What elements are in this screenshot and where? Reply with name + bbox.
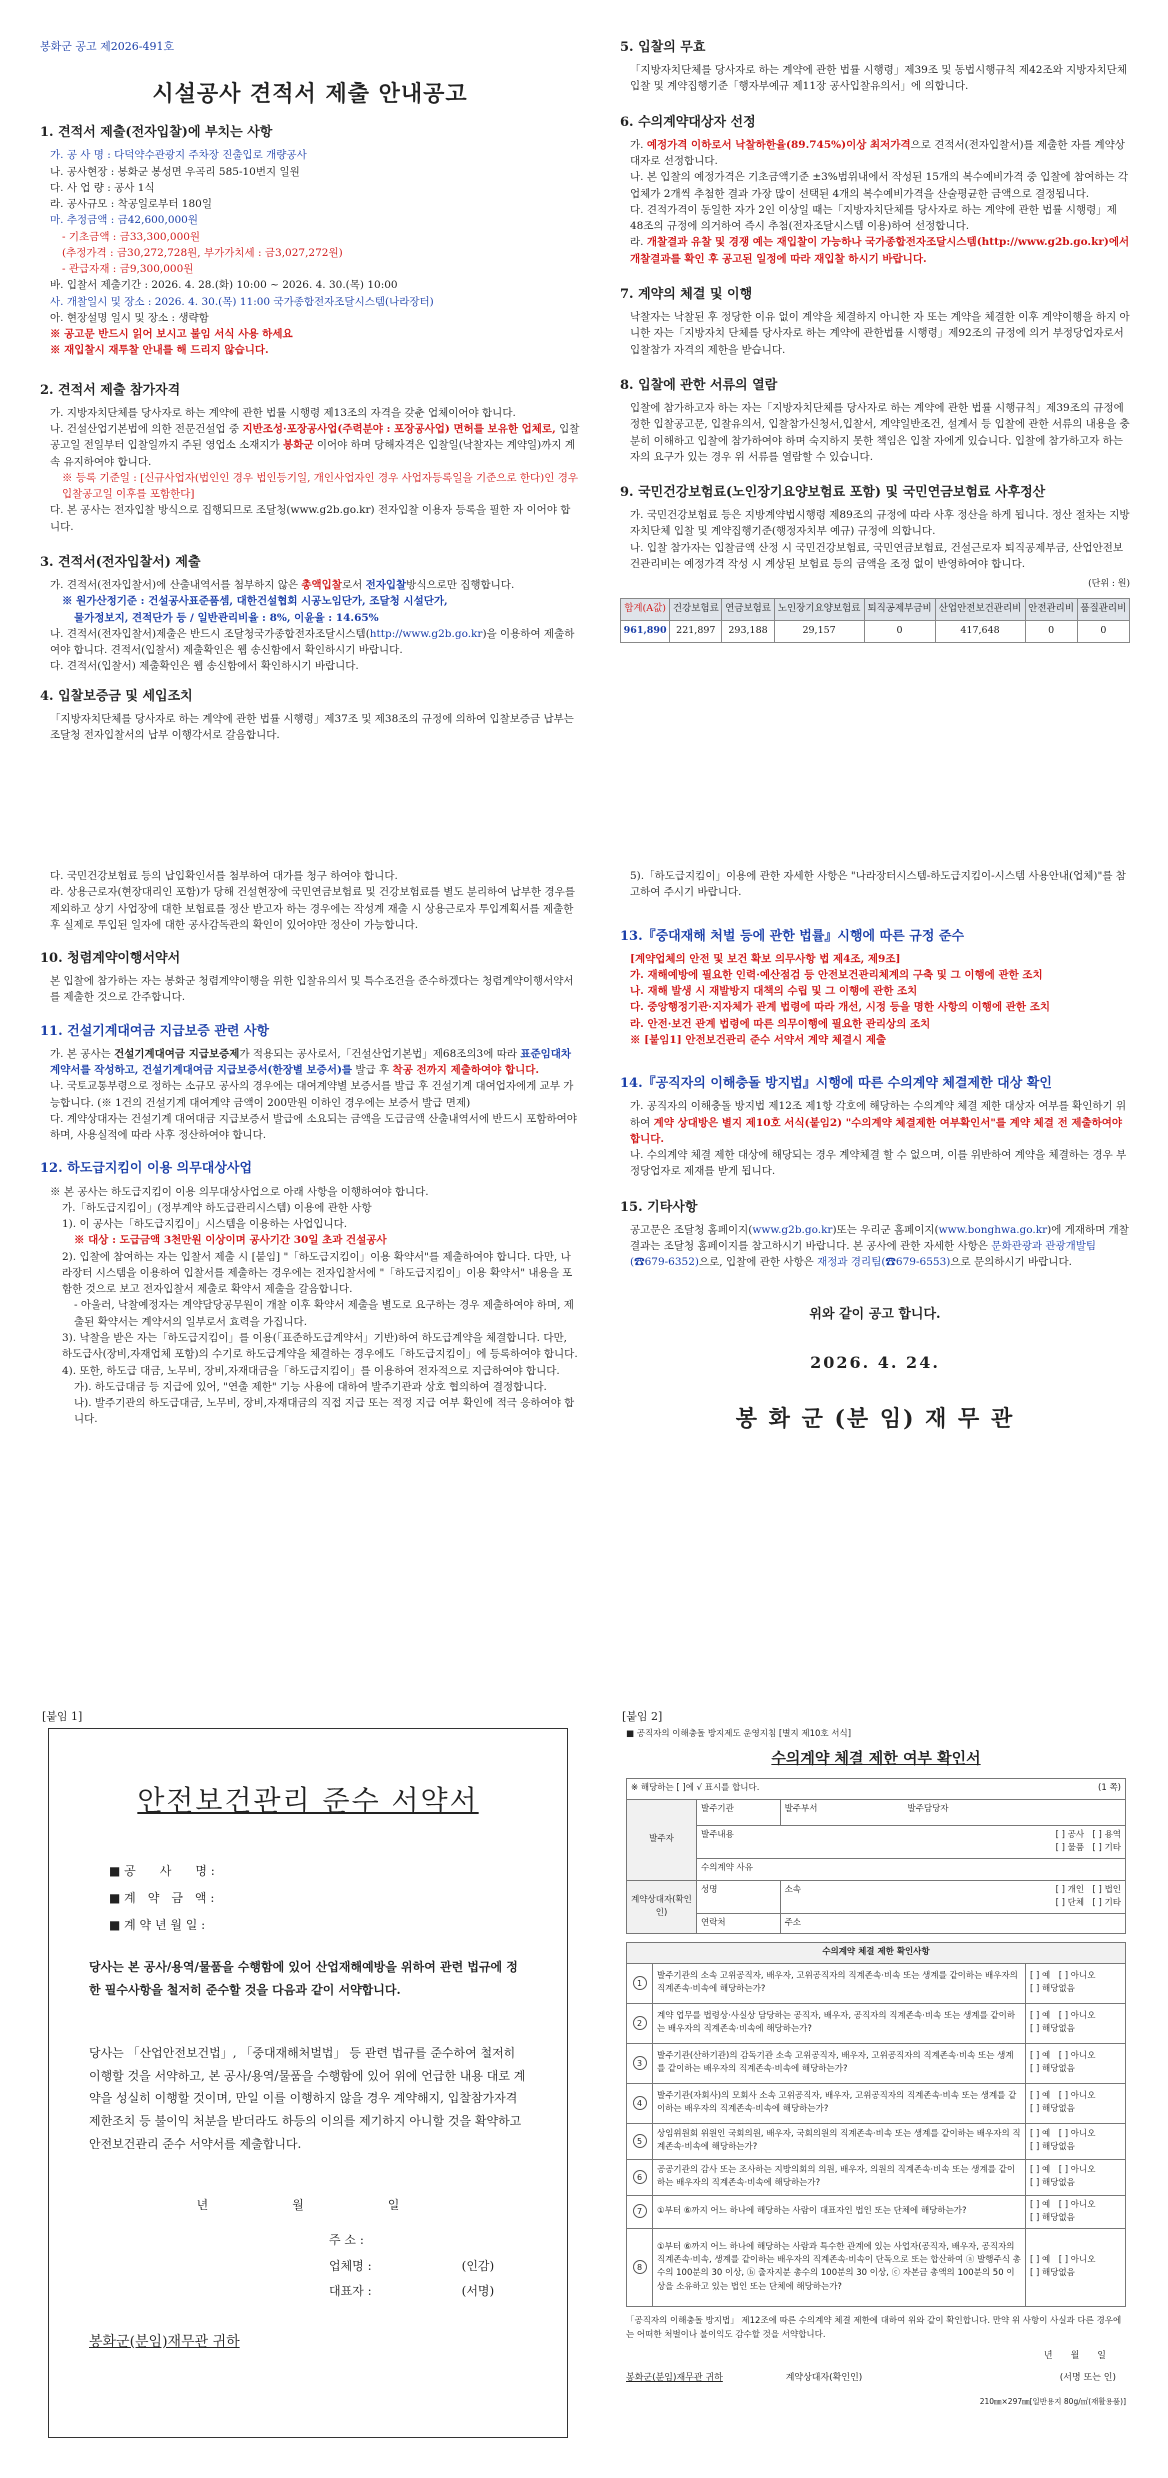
subcontract-3: 3). 낙찰을 받은 자는「하도급지킴이」를 이용(「표준하도급계약서」기반)하여 하도급계약을 체결합니다. 다만, 하도급사(장비,자재업체 포함)의 수기로 하도급계약을 체결하는 경우에도「하도급지킴이」에 등록하여야 합니다. — [62, 1332, 578, 1361]
table-header-cell: 품질관리비 — [1077, 599, 1129, 621]
notice-note-2: ※ 재입찰시 재투찰 안내를 해 드리지 않습니다. — [50, 344, 269, 357]
selection-b: 나. 본 입찰의 예정가격은 기초금액기준 ±3%범위내에서 작성된 15개의 복수예비가격 중 입찰에 참여하는 각 업체가 2개씩 추첨한 결과 가장 많이 선택된 4개의 복수예비가격을 산술평균한 금액으로 결정됩니다. — [630, 171, 1129, 200]
table-header-cell: 건강보험료 — [670, 599, 722, 621]
table-cell: 발주내용 [ ] 공사 [ ] 용역 [ ] 물품 [ ] 기타 — [697, 1825, 1126, 1858]
page1-left-column — [40, 38, 580, 743]
table-cell: 수의계약 사유 — [697, 1858, 1126, 1880]
field-project-name: ■ 공 사 명 : — [109, 1864, 215, 1879]
item-number-5: 5 — [633, 2134, 647, 2148]
insurance-b: 나. 입찰 참가자는 입찰금액 산정 시 국민건강보험료, 국민연금보험료, 건설근로자 퇴직공제부금, 산업안전보건관리비는 예정가격 작성 시 계상된 보험료 등의 금액을 조정 없이 반영하여야 합니다. — [630, 541, 1124, 571]
table-cell: ①부터 ⑥까지 어느 하나에 해당하는 사람과 특수한 관계에 있는 사업자(공직자, 배우자, 공직자의 직계존속·비속, 생계를 같이하는 배우자의 직계존속·비속이 단독으로 또는 합산하여 ⓐ 발행주식 총수의 100분의 30 이상, ⓑ 출자지분 총수의 100분의 30 이상, ⓒ 자본금 총액의 100분의 50 이상을 소유하고 있는 법인 또는 단체에 해당하는가? — [653, 2228, 1026, 2306]
table-cell — [627, 2003, 653, 2043]
table-cell — [627, 2228, 653, 2306]
insurance-a: 가. 국민건강보험료 등은 지방계약법시행령 제89조의 규정에 따라 사후 정산을 하게 됩니다. 정산 절차는 지방자치단체 입찰 및 계약집행기준(행정자치부 예규) 규정에 의합니다. — [630, 509, 1130, 538]
table-row — [627, 1943, 1126, 1963]
table-cell — [627, 2043, 653, 2083]
table-cell: 발주자 — [627, 1799, 697, 1880]
estimated-amount: 마. 추정금액 : 금42,600,000원 — [50, 214, 199, 227]
g2b-link[interactable]: http://www.g2b.go.kr — [369, 627, 483, 640]
table-cell: 계약상대자(확인인) — [627, 1880, 697, 1934]
checkbox-not-applicable[interactable]: [ ] 해당없음 — [1030, 2212, 1075, 2223]
table-header-cell: 합계(A값) — [621, 599, 670, 621]
pledge-ceo: 대표자 : (서명) — [329, 2283, 495, 2298]
table-cell: ①부터 ⑥까지 어느 하나에 해당하는 사람이 대표자인 법인 또는 단체에 해당하는가? — [653, 2195, 1026, 2228]
subcontract-1: 1). 이 공사는「하도급지킴이」시스템을 이용하는 사업입니다. — [62, 1218, 348, 1231]
safety-sub: [계약업체의 안전 및 보건 확보 의무사항 법 제4조, 제9조] — [630, 952, 901, 965]
pledge-recipient: 봉화군(분임)재무관 귀하 — [89, 2333, 240, 2350]
safety-c: 다. 중앙행정기관·지자체가 관계 법령에 따라 개선, 시정 등을 명한 사항의 이행에 관한 조치 — [630, 1001, 1050, 1014]
table-row — [627, 2195, 1126, 2228]
table-cell: 상임위원회 위원인 국회의원, 배우자, 국회의원의 직계존속·비속 또는 생계를 같이하는 배우자의 직계존속·비속에 해당하는가? — [653, 2123, 1026, 2159]
form-info-table — [626, 1778, 1126, 1934]
form-date: 년 월 일 — [1043, 2351, 1106, 2362]
section-6-heading: 6. 수의계약대상자 선정 — [620, 114, 756, 130]
table-cell: 293,188 — [722, 620, 774, 642]
selection-d: 라. 개찰결과 유찰 및 경쟁 예는 재입찰이 가능하나 국가종합전자조달시스템(http://www.g2b.go.kr)에서 개찰결과를 확인 후 공고된 일정에 따라 재입찰 하시기 바랍니다. — [630, 236, 1130, 265]
submission-a: 가. 견적서(전자입찰서)에 산출내역서를 첨부하지 않은 총액입찰로서 전자입찰방식으로만 집행합니다. — [50, 579, 515, 592]
government-materials: - 관급자재 : 금9,300,000원 — [62, 263, 194, 276]
conflict-check-form — [626, 1728, 1126, 2408]
table-row — [627, 2003, 1126, 2043]
section-11-heading: 11. 건설기계대여금 지급보증 관련 사항 — [40, 1023, 270, 1039]
table-cell: 발주기관 — [697, 1799, 781, 1825]
selection-c: 다. 견적가격이 동일한 자가 2인 이상일 때는「지방자치단체를 당사자로 하는 계약에 관한 법률 시행령」제48조의 규정에 의거하여 즉시 추첨(전자조달시스템 이용)하여 선정합니다. — [630, 203, 1117, 233]
section-13-heading: 13.『중대재해 처벌 등에 관한 법률』시행에 따른 규정 준수 — [620, 928, 965, 944]
submission-c: 다. 견적서(입찰서) 제출확인은 웹 송신함에서 확인하시기 바랍니다. — [50, 660, 359, 673]
item-number-7: 7 — [633, 2204, 647, 2218]
table-cell — [627, 2083, 653, 2123]
document-title: 시설공사 견적서 제출 안내공고 — [152, 81, 468, 108]
project-duration: 라. 공사규모 : 착공일로부터 180일 — [50, 198, 212, 211]
contract-body: 낙찰자는 낙찰된 후 정당한 이유 없이 계약을 체결하지 아니한 자 또는 계약을 체결한 이후 계약이행을 하지 아니한 자는「지방자치 단체를 당사자로 하는 계약에 관한법률 시행령」제92조의 규정에 의거 부정당업자로서 입찰참가 자격의 제한을 받습니다. — [630, 311, 1130, 356]
insurance-d: 라. 상용근로자(현장대리인 포함)가 당해 건설현장에 국민연금보험료 및 건강보험료를 별도 분리하여 납부한 경우를 제외하고 상기 사업장에 대한 보험료를 정산 받고자 하는 경우에는 작성계 재출 시 상용근로자 투입계획서를 제출한 후 실제로 투입된 일자에 대한 공사감독관의 확인이 있어야만 정산이 가능합니다. — [50, 886, 575, 931]
page2-left-column — [40, 868, 580, 1428]
project-name: 가. 공 사 명 : 다덕약수관광지 주차장 진출입로 개량공사 — [50, 149, 307, 162]
table-cell: 발주부서 발주담당자 — [780, 1799, 1125, 1825]
table-cell: 성명 — [697, 1880, 781, 1913]
selection-a: 가. 예정가격 이하로서 낙찰하한율(89.745%)이상 최저가격으로 견적서(전자입찰서)를 제출한 자를 계약상대자로 선정합니다. — [630, 138, 1125, 168]
cost-basis-note-2: 물가정보지, 견적단가 등 / 일반관리비율 : 8%, 이윤율 : 14.65% — [74, 611, 379, 624]
checkbox-not-applicable[interactable]: [ ] 해당없음 — [1030, 2142, 1075, 2153]
item-number-6: 6 — [633, 2170, 647, 2184]
closing-date: 2026. 4. 24. — [810, 1352, 940, 1372]
table-cell: 29,157 — [774, 620, 864, 642]
table-row — [627, 2123, 1126, 2159]
conflict-a: 가. 공직자의 이해충돌 방지법 제12조 제1항 각호에 해당하는 수의계약 체결 제한 대상자 여부를 확인하기 위하여 계약 상대방은 별지 제10호 서식(붙임2) "수의계약 체결제한 여부확인서"를 계약 체결 전 제출하여야 합니다. — [630, 1100, 1127, 1145]
safety-a: 가. 재해예방에 필요한 인력·예산점검 등 안전보건관리체계의 구축 및 그 이행에 관한 조치 — [630, 968, 1043, 981]
subcontract-intro: ※ 본 공사는 하도급지킴이 이용 의무대상사업으로 아래 사항을 이행하여야 합니다. — [50, 1185, 429, 1198]
subcontract-1-note: ※ 대상 : 도급금액 3천만원 이상이며 공사기간 30일 초과 건설공사 — [74, 1234, 387, 1247]
table-cell — [627, 2123, 653, 2159]
pledge-date: 년 월 일 — [196, 2197, 420, 2212]
qualification-b: 나. 건설산업기본법에 의한 전문건설업 중 지반조성·포장공사업(주력분야 : 포장공사업) 면허를 보유한 업체로, 입찰공고일 전일부터 입찰일까지 주된 영업소 소재지가 봉화군 이어야 하며 당해자격은 입찰일(낙찰자는 계약일)까지 계속 유지하여야 합니다. — [50, 423, 580, 468]
table-cell — [1026, 2195, 1126, 2228]
invalid-bid-body: 「지방자치단체를 당사자로 하는 계약에 관한 법률 시행령」제39조 및 동법시행규칙 제42조와 지방자치단체 입찰 및 계약집행기준「행자부예규 제11장 공사입찰유의서」에 의합니다. — [630, 64, 1127, 93]
table-cell — [627, 2159, 653, 2195]
table-cell — [1026, 2043, 1126, 2083]
pledge-paragraph-2: 당사는 「산업안전보건법」, 「중대재해처벌법」 등 관련 법규를 준수하여 철저히 이행할 것을 서약하고, 본 공사/용역/물품을 수행함에 있어 위에 언급한 내용 대로 계약을 성실히 이행할 것이며, 만일 이를 이행하지 않을 경우 계약해지, 입찰참가자격제한조치 등 불이익 처분을 받더라도 하등의 이의를 제기하지 아니할 것을 확약하고 안전보건관리 준수 서약서를 제출합니다. — [89, 2045, 526, 2151]
section-4-heading: 4. 입찰보증금 및 세입조치 — [40, 688, 193, 704]
item-number-4: 4 — [633, 2096, 647, 2110]
equipment-c: 다. 계약상대자는 건설기계 대여대금 지급보증서 발급에 소요되는 금액을 도급금액 산출내역서에 반드시 포함하여야 하며, 사용실적에 따라 사후 정산하여야 합니다. — [50, 1112, 577, 1142]
closing-statement: 위와 같이 공고 합니다. — [809, 1306, 941, 1322]
item-number-8: 8 — [633, 2260, 647, 2274]
attachment-2-label: [붙임 2] — [622, 1710, 663, 1723]
checkbox-not-applicable[interactable]: [ ] 해당없음 — [1030, 2024, 1075, 2035]
table-cell — [1026, 2123, 1126, 2159]
table-header-cell: 연금보험료 — [722, 599, 774, 621]
table-header-cell: 안전관리비 — [1025, 599, 1077, 621]
table-cell: 주소 — [780, 1914, 1125, 1934]
form-declaration: 「공직자의 이해충돌 방지법」 제12조에 따른 수의계약 체결 제한에 대하여 위와 같이 확인합니다. 만약 위 사항이 사실과 다른 경우에는 어떠한 처벌이나 불이익도 감수할 것을 서약합니다. — [626, 2315, 1122, 2340]
table-unit: (단위 : 원) — [1088, 579, 1130, 590]
checkbox-yes-no[interactable]: [ ] 예 [ ] 아니오 — [1030, 2255, 1096, 2266]
safety-e: ※ [붙임1] 안전보건관리 준수 서약서 계약 체결시 제출 — [630, 1034, 887, 1046]
table-cell: 0 — [864, 620, 935, 642]
table-row — [627, 1858, 1126, 1880]
insurance-table-header — [621, 599, 1130, 621]
table-cell: 소속 [ ] 개인 [ ] 법인 [ ] 단체 [ ] 기타 — [780, 1880, 1125, 1913]
table-cell: 발주기관(산하기관)의 감독기관 소속 고위공직자, 배우자, 고위공직자의 직계존속·비속 또는 생계를 같이하는 배우자의 직계존속·비속에 해당하는가? — [653, 2043, 1026, 2083]
table-cell: 공공기관의 감사 또는 조사하는 지방의회의 의원, 배우자, 의원의 직계존속·비속 또는 생계를 같이하는 배우자의 직계존속·비속에 해당하는가? — [653, 2159, 1026, 2195]
table-row — [627, 1779, 1126, 1799]
pledge-company: 업체명 : (인감) — [329, 2258, 495, 2273]
table-cell: 0 — [1025, 620, 1077, 642]
integrity-body: 본 입찰에 참가하는 자는 봉화군 청렴계약이행을 위한 입찰유의서 및 특수조건을 준수하겠다는 청렴계약이행서약서를 제출한 것으로 간주합니다. — [50, 975, 574, 1004]
section-5-heading: 5. 입찰의 무효 — [620, 40, 706, 55]
checkbox-yes-no[interactable]: [ ] 예 [ ] 아니오 — [1030, 2050, 1096, 2061]
table-cell: 221,897 — [670, 620, 722, 642]
item-number-3: 3 — [633, 2056, 647, 2070]
item-number-2: 2 — [633, 2016, 647, 2030]
insurance-table-row — [621, 620, 1130, 642]
form-signature-row: 봉화군(분임)재무관 귀하 계약상대자(확인인) (서명 또는 인) — [626, 2373, 1116, 2384]
qualification-a: 가. 지방자치단체를 당사자로 하는 계약에 관한 법률 시행령 제13조의 자격을 갖춘 업체이어야 합니다. — [50, 406, 516, 419]
field-contract-date: ■ 계 약 년 월 일 : — [109, 1917, 206, 1932]
site-briefing: 아. 현장설명 일시 및 장소 : 생략함 — [50, 311, 209, 324]
attachment-1-label: [붙임 1] — [42, 1710, 83, 1723]
item-number-1: 1 — [633, 1976, 647, 1990]
safety-d: 라. 안전·보건 관계 법령에 따른 의무이행에 필요한 관리상의 조치 — [630, 1017, 931, 1030]
section-9-heading: 9. 국민건강보험료(노인장기요양보험료 포함) 및 국민연금보험료 사후정산 — [620, 485, 1046, 501]
table-cell: 961,890 — [621, 620, 670, 642]
insurance-table — [620, 598, 1130, 642]
checkbox-not-applicable[interactable]: [ ] 해당없음 — [1030, 1984, 1075, 1995]
section-3-heading: 3. 견적서(전자입찰서) 제출 — [40, 555, 201, 570]
base-amount: - 기초금액 : 금33,300,000원 — [62, 230, 201, 243]
project-site: 나. 공사현장 : 봉화군 봉성면 우곡리 585-10번지 일원 — [50, 165, 300, 178]
closing-organization: 봉 화 군 (분 임) 재 무 관 — [735, 1405, 1015, 1432]
table-cell: 0 — [1077, 620, 1129, 642]
project-volume: 다. 사 업 량 : 공사 1식 — [50, 181, 155, 194]
table-row — [627, 2159, 1126, 2195]
equipment-a: 가. 본 공사는 건설기계대여금 지급보증제가 적용되는 공사로서,「건설산업기본법」제68조의3에 따라 표준임대차 계약서를 작성하고, 건설기계대여금 지급보증서(한장별 보증서)를 발급 후 착공 전까지 제출하여야 합니다. — [50, 1047, 572, 1077]
subcontract-4: 4). 또한, 하도급 대금, 노무비, 장비,자재대금을「하도급지킴이」를 이용하여 전자적으로 지급하여야 합니다. — [62, 1364, 560, 1377]
registration-note: ※ 등록 기준일 : [신규사업자(법인인 경우 법인등기일, 개인사업자인 경우 사업자등록일을 기준으로 한다)인 경우 입찰공고일 이후를 포함한다] — [62, 471, 579, 501]
conflict-b: 나. 수의계약 체결 제한 대상에 해당되는 경우 계약체결 할 수 없으며, 이를 위반하여 계약을 체결하는 경우 부정당업자로 제재를 받게 됩니다. — [630, 1149, 1127, 1178]
table-header-cell: 산업안전보건관리비 — [935, 599, 1025, 621]
checkbox-not-applicable[interactable]: [ ] 해당없음 — [1030, 2104, 1075, 2115]
table-cell — [1026, 2003, 1126, 2043]
table-row — [627, 1799, 1126, 1825]
table-row — [627, 1914, 1126, 1934]
subcontract-5: 5).「하도급지킴이」이용에 관한 자세한 사항은 "나라장터시스템-하도급지킴이-시스템 사용안내(업체)"를 참고하여 주시기 바랍니다. — [630, 870, 1126, 899]
documents-body: 입찰에 참가하고자 하는 자는「지방자치단체를 당사자로 하는 계약에 관한 법률 시행규칙」제39조의 규정에 정한 입찰공고문, 입찰유의서, 입찰참가신청서,입찰서, 계약일반조건, 설계서 등 입찰에 관한 서류의 내용을 충분히 이해하고 입찰에 참가하여야 하며 숙지하지 못한 책임은 입찰 자에게 있습니다. 입찰에 참가하고자 하는 자의 요구가 있는 경우 위 서류를 열람할 수 있습니다. — [630, 402, 1130, 463]
submission-b: 나. 견적서(전자입찰서)제출은 반드시 조달청국가종합전자조달시스템(http://www.g2b.go.kr)을 이용하여 제출하여야 합니다. 견적서(입찰서) 제출확인은 웹 송신함에서 확인하시기 바랍니다. — [50, 627, 575, 657]
section-1-heading: 1. 견적서 제출(전자입찰)에 부치는 사항 — [40, 125, 273, 141]
table-cell — [1026, 2083, 1126, 2123]
table-row — [627, 1963, 1126, 2003]
section-7-heading: 7. 계약의 체결 및 이행 — [620, 286, 753, 302]
subcontract-2: 2). 입찰에 참여하는 자는 입찰서 제출 시 [붙임] "「하도급지킴이」이용 확약서"를 제출하여야 합니다. 다만, 나라장터 시스템을 이용하여 입찰서를 제출하는 경우에는 전자입찰서에 "「하도급지킴이」이용 확약서" 내용을 포함한 것으로 보고 전자입찰서 제출로 확약서 제출을 갈음합니다. — [62, 1250, 573, 1296]
section-2-heading: 2. 견적서 제출 참가자격 — [40, 382, 181, 398]
cost-basis-note-1: ※ 원가산정기준 : 건설공사표준품셈, 대한건설협회 시공노임단가, 조달청 시설단가, — [62, 595, 448, 608]
page2-right-column — [620, 868, 1130, 1436]
safety-pledge-form — [48, 1728, 568, 2438]
subcontract-2-note: - 아울러, 낙찰예정자는 계약담당공무원이 개찰 이후 확약서 제출을 별도로 요구하는 경우 제출하여야 하며, 제출된 확약서는 계약서의 일부로서 효력을 가집니다. — [74, 1299, 574, 1328]
qualification-c: 다. 본 공사는 전자입찰 방식으로 집행되므로 조달청(www.g2b.go.kr) 전자입찰 이용자 등록을 필한 자 이어야 합니다. — [50, 504, 571, 533]
table-cell — [1026, 2228, 1126, 2306]
table-cell: 연락처 — [697, 1914, 781, 1934]
pledge-paragraph-1: 당사는 본 공사/용역/물품을 수행함에 있어 산업재해예방을 위하여 관련 법규에 정한 필수사항을 철저히 준수할 것을 다음과 같이 서약합니다. — [89, 1960, 518, 1997]
table-cell — [627, 1963, 653, 2003]
table-row — [627, 2228, 1126, 2306]
checkbox-yes-no[interactable]: [ ] 예 [ ] 아니오 — [1030, 1970, 1096, 1981]
checkbox-not-applicable[interactable]: [ ] 해당없음 — [1030, 2268, 1075, 2279]
misc-body: 공고문은 조달청 홈페이지(www.g2b.go.kr)또는 우리군 홈페이지(www.bonghwa.go.kr)에 게재하며 개찰결과는 조달청 홈페이지를 참고하시기 바랍니다. 본 공사에 관한 자세한 사항은 문화관광과 관광개발팀(☎679-6352)으로, 입찰에 관한 사항은 재정과 경리팀(☎679-6553)으로 문의하시기 바랍니다. — [630, 1223, 1129, 1269]
form-check-table — [626, 1942, 1126, 2307]
table-cell: 발주기관(자회사)의 모회사 소속 고위공직자, 배우자, 고위공직자의 직계존속·비속 또는 생계를 같이하는 배우자의 직계존속·비속에 해당하는가? — [653, 2083, 1026, 2123]
table-header-cell: 노인장기요양보험료 — [774, 599, 864, 621]
table-cell: 계약 업무를 법령상·사실상 담당하는 공직자, 배우자, 공직자의 직계존속·비속 또는 생계를 같이하는 배우자의 직계존속·비속에 해당하는가? — [653, 2003, 1026, 2043]
paper-size-note: 210㎜×297㎜[일반용지 80g/㎡(재활용품)] — [979, 2397, 1126, 2407]
equipment-b: 나. 국토교통부령으로 정하는 소규모 공사의 경우에는 대여계약별 보증서를 발급 후 건설기계 대여업자에게 교부 가능합니다. (※ 1건의 건설기계 대여계약 금액이 200만원 이하인 경우에는 보증서 발급 면제) — [50, 1080, 574, 1109]
insurance-c: 다. 국민건강보험료 등의 납입확인서를 첨부하여 대가를 청구 하여야 합니다. — [50, 870, 398, 882]
section-8-heading: 8. 입찰에 관한 서류의 열람 — [620, 377, 778, 393]
table-header-cell: 퇴직공제부금비 — [864, 599, 935, 621]
section-15-heading: 15. 기타사항 — [620, 1199, 698, 1215]
page1-right-column — [620, 38, 1130, 643]
pledge-title: 안전보건관리 준수 서약서 — [137, 1784, 479, 1817]
section-14-heading: 14.『공직자의 이해충돌 방지법』시행에 따른 수의계약 체결제한 대상 확인 — [620, 1076, 1052, 1092]
table-cell — [1026, 2159, 1126, 2195]
subcontract-4b: 나). 발주기관의 하도급대금, 노무비, 장비,자재대금의 직접 지급 또는 적정 지급 여부 확인에 적극 응하여야 합니다. — [74, 1397, 575, 1426]
table-cell: 417,648 — [935, 620, 1025, 642]
form-source: ■ 공직자의 이해충돌 방지제도 운영지침 [별지 제10호 서식] — [626, 1729, 852, 1739]
table-cell: ※ 해당하는 [ ]에 √ 표시를 합니다. (1 쪽) — [627, 1779, 1126, 1799]
notice-number: 봉화군 공고 제2026-491호 — [40, 40, 175, 53]
checkbox-yes-no[interactable]: [ ] 예 [ ] 아니오 — [1030, 2199, 1096, 2210]
safety-b: 나. 재해 발생 시 재발방지 대책의 수립 및 그 이행에 관한 조치 — [630, 985, 918, 998]
table-cell: 수의계약 체결 제한 확인사항 — [627, 1943, 1126, 1963]
checkbox-yes-no[interactable]: [ ] 예 [ ] 아니오 — [1030, 2128, 1096, 2139]
section-10-heading: 10. 청렴계약이행서약서 — [40, 951, 181, 967]
notice-note-1: ※ 공고문 반드시 읽어 보시고 불임 서식 사용 하세요 — [50, 328, 293, 341]
checkbox-not-applicable[interactable]: [ ] 해당없음 — [1030, 2178, 1075, 2189]
estimated-price-vat: (추정가격 : 금30,272,728원, 부가가치세 : 금3,027,272원) — [62, 246, 343, 259]
table-cell — [627, 2195, 653, 2228]
pledge-address: 주 소 : — [329, 2233, 364, 2248]
table-cell — [1026, 1963, 1126, 2003]
field-contract-amount: ■ 계 약 금 액 : — [109, 1890, 215, 1905]
deposit-body: 「지방자치단체를 당사자로 하는 계약에 관한 법률 시행령」제37조 및 제38조의 규정에 의하여 입찰보증금 납부는 조달청 전자입찰서의 납부 이행각서로 갈음합니다. — [50, 712, 574, 742]
section-12-heading: 12. 하도급지킴이 이용 의무대상사업 — [40, 1161, 253, 1177]
table-row — [627, 1825, 1126, 1858]
checkbox-yes-no[interactable]: [ ] 예 [ ] 아니오 — [1030, 2164, 1096, 2175]
subcontract-4a: 가). 하도급대금 등 지급에 있어, "연출 제한" 기능 사용에 대하여 발주기관과 상호 협의하여 결정합니다. — [74, 1380, 547, 1393]
g2b-link[interactable]: www.g2b.go.kr — [752, 1223, 833, 1236]
checkbox-not-applicable[interactable]: [ ] 해당없음 — [1030, 2064, 1075, 2075]
checkbox-yes-no[interactable]: [ ] 예 [ ] 아니오 — [1030, 2090, 1096, 2101]
bid-period: 바. 입찰서 제출기간 : 2026. 4. 28.(화) 10:00 ~ 2026. 4. 30.(목) 10:00 — [50, 279, 398, 292]
table-row — [627, 2043, 1126, 2083]
pledge-signature-block — [329, 2228, 527, 2304]
table-row — [627, 2083, 1126, 2123]
bonghwa-link[interactable]: www.bonghwa.go.kr — [938, 1223, 1048, 1236]
subcontract-ga: 가.「하도급지킴이」(정부계약 하도급관리시스템) 이용에 관한 사항 — [62, 1201, 372, 1214]
form-title: 수의계약 체결 제한 여부 확인서 — [771, 1749, 981, 1768]
opening-date-place: 사. 개찰일시 및 장소 : 2026. 4. 30.(목) 11:00 국가종합전자조달시스템(나라장터) — [50, 295, 434, 308]
table-row — [627, 1880, 1126, 1913]
table-cell: 발주기관의 소속 고위공직자, 배우자, 고위공직자의 직계존속·비속 또는 생계를 같이하는 배우자의 직계존속·비속에 해당하는가? — [653, 1963, 1026, 2003]
checkbox-yes-no[interactable]: [ ] 예 [ ] 아니오 — [1030, 2010, 1096, 2021]
